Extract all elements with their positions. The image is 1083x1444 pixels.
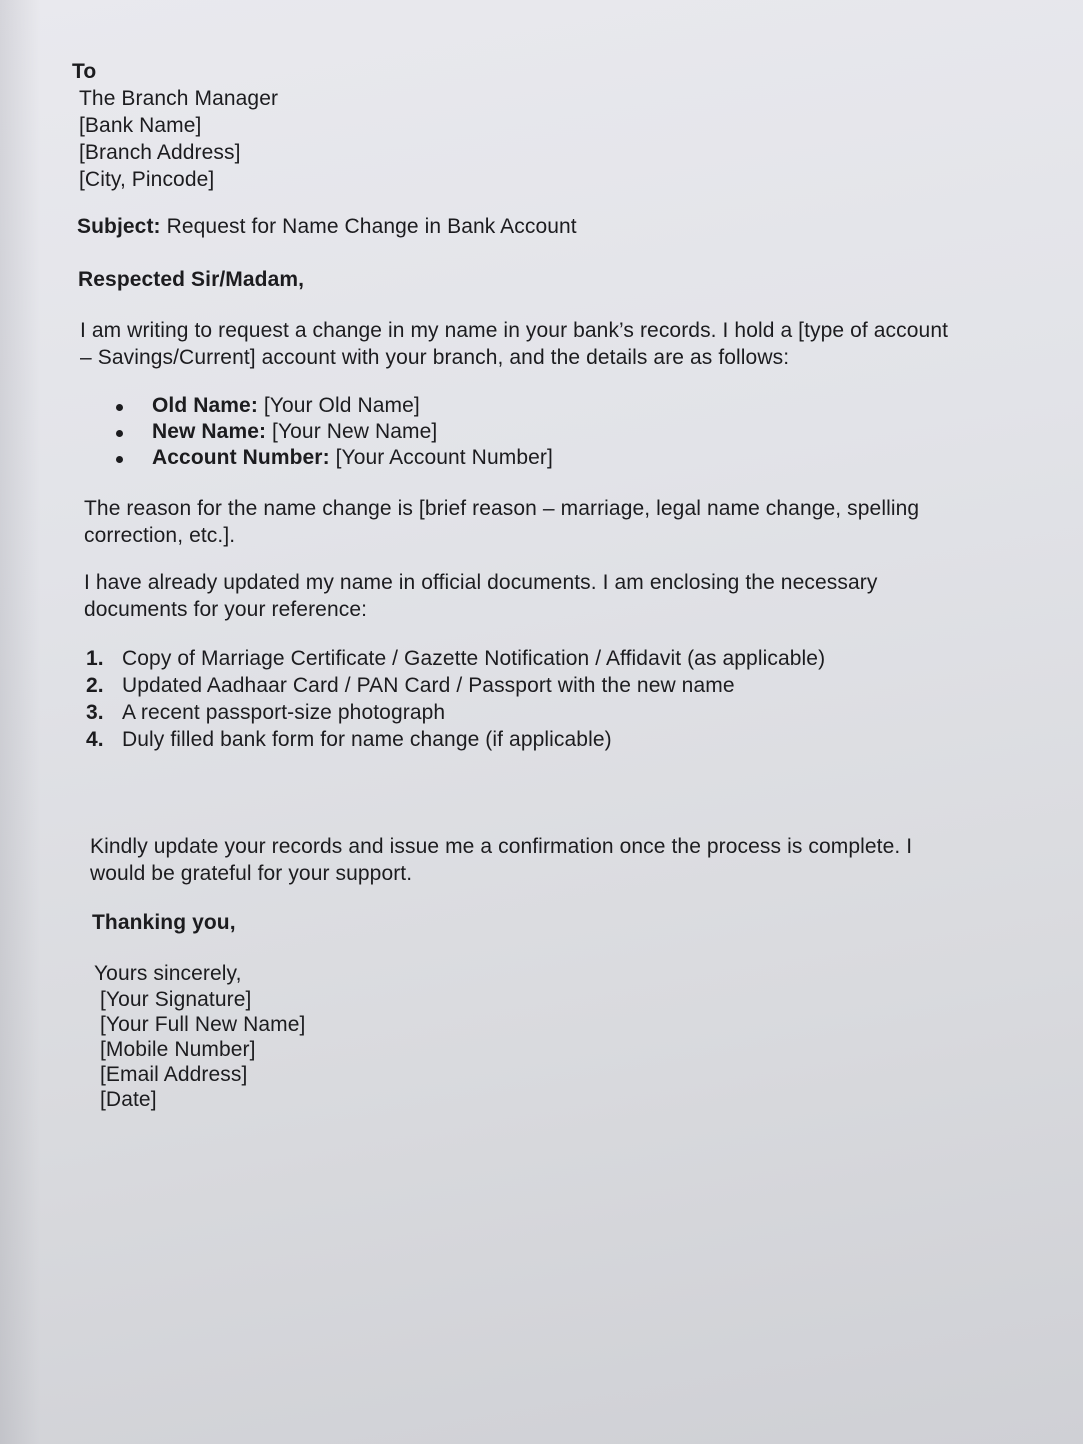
closing-line: Yours sincerely, <box>94 962 242 985</box>
detail-label: New Name: <box>152 420 267 443</box>
list-number: 2. <box>86 674 104 697</box>
subject-label: Subject: <box>77 215 161 238</box>
recipient-address <box>72 85 1032 193</box>
bullet-icon <box>116 456 123 463</box>
list-item <box>86 645 1032 672</box>
list-number: 4. <box>86 728 104 751</box>
page-shadow <box>0 0 40 1444</box>
list-item <box>116 393 1032 419</box>
subject-text: Request for Name Change in Bank Account <box>160 215 577 238</box>
paragraph-line: would be grateful for your support. <box>90 862 413 885</box>
bullet-icon <box>116 430 123 437</box>
list-item <box>86 672 1032 699</box>
signature-line: [Email Address] <box>100 1063 248 1086</box>
subject-line <box>72 213 1032 240</box>
request-paragraph <box>72 833 1032 887</box>
signature-line: [Your Signature] <box>100 988 252 1011</box>
documents-intro-paragraph <box>72 569 1032 623</box>
detail-label: Account Number: <box>152 446 330 469</box>
recipient-line: [City, Pincode] <box>79 168 215 191</box>
documents-list <box>72 645 1032 753</box>
paragraph-line: correction, etc.]. <box>84 524 236 547</box>
document-text: Copy of Marriage Certificate / Gazette Notification / Affidavit (as applicable) <box>122 647 826 670</box>
paragraph-line: documents for your reference: <box>84 598 368 621</box>
document-text: Updated Aadhaar Card / PAN Card / Passport with the new name <box>122 674 735 697</box>
signature-block <box>72 987 1032 1112</box>
detail-value: [Your Account Number] <box>329 446 553 469</box>
intro-paragraph <box>72 317 1032 371</box>
list-item <box>86 699 1032 726</box>
detail-label: Old Name: <box>152 394 258 417</box>
to-label: To <box>72 60 97 83</box>
thanks-line: Thanking you, <box>92 911 236 934</box>
paragraph-line: I am writing to request a change in my name in your bank’s records. I hold a [type of account <box>80 319 949 342</box>
salutation: Respected Sir/Madam, <box>78 268 305 291</box>
signature-line: [Your Full New Name] <box>100 1013 306 1036</box>
paragraph-line: – Savings/Current] account with your branch, and the details are as follows: <box>80 346 790 369</box>
letter-body <box>72 58 1032 1112</box>
detail-value: [Your Old Name] <box>257 394 420 417</box>
list-item <box>86 726 1032 753</box>
account-details-list <box>72 393 1032 471</box>
paragraph-line: The reason for the name change is [brief reason – marriage, legal name change, spelling <box>84 497 920 520</box>
list-item <box>116 419 1032 445</box>
recipient-line: [Branch Address] <box>79 141 241 164</box>
signature-line: [Date] <box>100 1088 157 1111</box>
recipient-line: [Bank Name] <box>79 114 202 137</box>
signature-line: [Mobile Number] <box>100 1038 256 1061</box>
paragraph-line: Kindly update your records and issue me a confirmation once the process is complete. I <box>90 835 913 858</box>
document-text: A recent passport-size photograph <box>122 701 446 724</box>
paragraph-line: I have already updated my name in official documents. I am enclosing the necessary <box>84 571 878 594</box>
detail-value: [Your New Name] <box>266 420 438 443</box>
list-number: 1. <box>86 647 104 670</box>
list-number: 3. <box>86 701 104 724</box>
reason-paragraph <box>72 495 1032 549</box>
bullet-icon <box>116 404 123 411</box>
list-item <box>116 445 1032 471</box>
document-text: Duly filled bank form for name change (if applicable) <box>122 728 612 751</box>
recipient-line: The Branch Manager <box>79 87 279 110</box>
